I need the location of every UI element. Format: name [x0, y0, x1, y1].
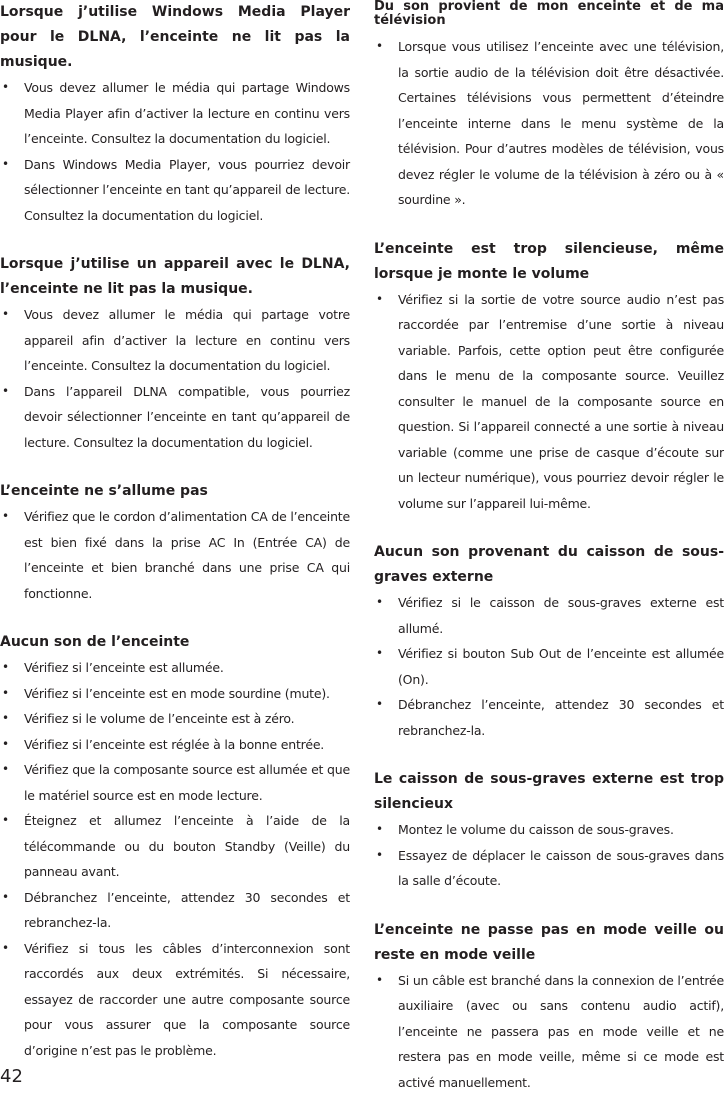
list-item-text: Dans l’appareil DLNA compatible, vous pourriez devoir sélectionner l’enceinte en tant qu’appareil de lecture. Consultez la documentation du logiciel.	[24, 383, 350, 450]
right-column	[374, 0, 724, 1119]
bullet-icon: •	[2, 509, 9, 523]
list-item	[374, 968, 724, 1096]
left-column	[0, 0, 350, 1087]
bullet-icon: •	[2, 762, 9, 776]
bullet-icon: •	[376, 39, 383, 53]
list-item	[0, 302, 350, 379]
list-item	[0, 936, 350, 1064]
list-item-text: Essayez de déplacer le caisson de sous-graves dans la salle d’écoute.	[398, 847, 724, 888]
section-device-dlna	[0, 252, 350, 455]
list-item-text: Vérifiez si l’enceinte est allumée.	[24, 660, 224, 675]
list-item-text: Vérifiez si l’enceinte est réglée à la bonne entrée.	[24, 736, 325, 752]
section-heading: Du son provient de mon enceinte et de ma télévision	[374, 0, 724, 28]
bullet-list	[374, 968, 724, 1096]
bullet-icon: •	[2, 80, 9, 94]
bullet-icon: •	[2, 307, 9, 321]
bullet-icon: •	[2, 736, 9, 751]
list-item-text: Vérifiez si bouton Sub Out de l’enceinte est allumée (On).	[398, 646, 724, 687]
bullet-list	[374, 817, 724, 894]
bullet-icon: •	[376, 847, 383, 862]
bullet-list	[374, 287, 724, 517]
bullet-icon: •	[376, 822, 383, 836]
list-item-text: Éteignez et allumez l’enceinte à l’aide de la télécommande ou du bouton Standby (Veille) du panneau avant.	[24, 813, 350, 879]
list-item-text: Montez le volume du caisson de sous-graves.	[398, 822, 674, 837]
list-item-text: Vérifiez que le cordon d’alimentation CA de l’enceinte est bien fixé dans la prise AC In (Entrée CA) de l’enceinte et bien branché dans une prise CA qui fonctionne.	[24, 509, 350, 601]
list-item-text: Dans Windows Media Player, vous pourriez devoir sélectionner l’enceinte en tant qu’appareil de lecture. Consultez la documentation du logiciel.	[24, 156, 350, 223]
list-item-text: Vérifiez si le caisson de sous-graves externe est allumé.	[398, 595, 724, 636]
section-heading: Aucun son de l’enceinte	[0, 634, 190, 650]
bullet-icon: •	[2, 660, 9, 674]
list-item	[0, 808, 350, 885]
bullet-icon: •	[2, 711, 9, 725]
section-heading: Le caisson de sous-graves externe est trop silencieux	[374, 771, 724, 812]
bullet-icon: •	[376, 595, 383, 609]
section-heading: L’enceinte ne passe pas en mode veille ou reste en mode veille	[374, 921, 724, 963]
list-item	[374, 692, 724, 743]
list-item-text: Vérifiez si l’enceinte est en mode sourdine (mute).	[24, 685, 330, 701]
section-sub-too-quiet	[374, 767, 724, 894]
bullet-icon: •	[2, 383, 9, 398]
list-item-text: Vérifiez si le volume de l’enceinte est à zéro.	[24, 711, 295, 726]
list-item	[374, 843, 724, 894]
list-item	[0, 706, 350, 732]
bullet-icon: •	[2, 889, 9, 904]
bullet-list	[374, 34, 724, 213]
list-item	[374, 34, 724, 213]
bullet-icon: •	[2, 156, 9, 171]
section-wmp-dlna	[0, 0, 350, 228]
bullet-list	[374, 590, 724, 743]
section-no-sound	[0, 630, 350, 1063]
list-item-text: Vérifiez si la sortie de votre source audio n’est pas raccordée par l’entremise d’une sortie à niveau variable. Parfois, cette option peut être configurée dans le menu de la composante source. Veuillez consulter le manuel de la composante source en question. Si l’appareil connecté a une sortie à niveau variable (comme une prise de casque d’écoute sur un lecteur numérique), vous pourriez devoir régler le volume sur l’appareil lui-même.	[398, 291, 724, 511]
section-heading: L’enceinte ne s’allume pas	[0, 483, 208, 499]
list-item-text: Vous devez allumer le média qui partage Windows Media Player afin d’activer la lecture en continu vers l’enceinte. Consultez la documentation du logiciel.	[24, 80, 350, 146]
section-heading: L’enceinte est trop silencieuse, même lorsque je monte le volume	[374, 240, 724, 282]
bullet-list	[0, 504, 350, 606]
list-item	[0, 732, 350, 758]
bullet-list	[0, 655, 350, 1063]
list-item	[374, 817, 724, 843]
bullet-icon: •	[376, 646, 383, 660]
section-heading: Aucun son provenant du caisson de sous-graves externe	[374, 544, 724, 585]
bullet-icon: •	[376, 972, 383, 987]
bullet-icon: •	[2, 685, 9, 700]
list-item	[0, 75, 350, 152]
list-item-text: Lorsque vous utilisez l’enceinte avec une télévision, la sortie audio de la télévision doit être désactivée. Certaines télévisions vous permettent d’éteindre l’enceinte interne dans le menu système de la télévision. Pour d’autres modèles de télévision, vous devez régler le volume de la télévision à zéro ou à « sourdine ».	[398, 39, 724, 207]
list-item-text: Vérifiez si tous les câbles d’interconnexion sont raccordés aux deux extrémités. Si nécessaire, essayez de raccorder une autre composante source pour vous assurer que la composante source d’origine n’est pas le problème.	[24, 940, 350, 1058]
list-item	[0, 379, 350, 456]
section-sound-tv	[374, 0, 724, 213]
list-item	[0, 655, 350, 681]
list-item-text: Vous devez allumer le média qui partage votre appareil afin d’activer la lecture en continu vers l’enceinte. Consultez la documentation du logiciel.	[24, 307, 350, 373]
section-no-power	[0, 479, 350, 606]
list-item-text: Vérifiez que la composante source est allumée et que le matériel source est en mode lecture.	[24, 762, 350, 803]
bullet-icon: •	[376, 291, 383, 306]
bullet-list	[0, 302, 350, 455]
list-item-text: Si un câble est branché dans la connexion de l’entrée auxiliaire (avec ou sans contenu audio actif), l’enceinte ne passera pas en mode veille et ne restera pas en mode veille, même si ce mode est activé manuellement.	[398, 972, 724, 1090]
list-item	[0, 681, 350, 707]
bullet-icon: •	[2, 940, 9, 955]
section-heading: Lorsque j’utilise un appareil avec le DLNA, l’enceinte ne lit pas la musique.	[0, 256, 350, 297]
bullet-icon: •	[2, 813, 9, 827]
list-item	[374, 590, 724, 641]
bullet-list	[0, 75, 350, 228]
bullet-icon: •	[376, 697, 383, 711]
list-item	[0, 885, 350, 936]
page-number: 42	[0, 1066, 23, 1087]
section-too-quiet	[374, 237, 724, 517]
list-item-text: Débranchez l’enceinte, attendez 30 secondes et rebranchez-la.	[24, 889, 350, 930]
section-no-subwoofer	[374, 540, 724, 743]
section-standby	[374, 918, 724, 1096]
list-item	[374, 287, 724, 517]
list-item	[0, 504, 350, 606]
list-item	[0, 757, 350, 808]
list-item-text: Débranchez l’enceinte, attendez 30 secondes et rebranchez-la.	[398, 697, 724, 738]
section-heading: Lorsque j’utilise Windows Media Player pour le DLNA, l’enceinte ne lit pas la musique.	[0, 4, 350, 70]
list-item	[0, 152, 350, 229]
list-item	[374, 641, 724, 692]
